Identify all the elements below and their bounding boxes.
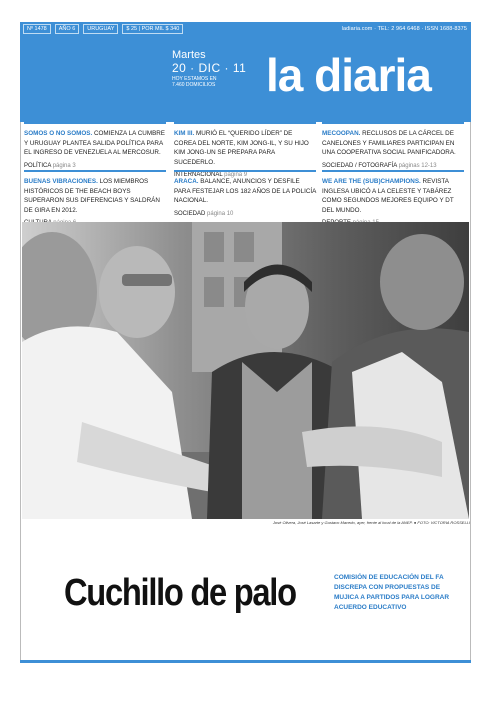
teaser-text: RECLUSOS DE LA CÁRCEL DE CANELONES Y FAMILIARES PARTICIPAN EN UNA COOPERATIVA SOCIAL PANIFICADORA.	[322, 130, 456, 156]
newspaper-logo[interactable]: la diaria	[266, 49, 431, 101]
headline-deck: COMISIÓN DE EDUCACIÓN DEL FA DISCREPA CON PROPUESTAS DE MUJICA A PARTIDOS PARA LOGRAR ACUERDO EDUCATIVO	[334, 574, 450, 611]
price: $ 25 | POR MIL $ 340	[122, 24, 183, 34]
teaser-text: COMIENZA LA CUMBRE Y URUGUAY PLANTEA SALIDA POLÍTICA PARA EL INGRESO DE VENEZUELA AL MERCOSUR.	[24, 130, 166, 156]
photo-caption: José Olivera, José Lasarte y Gustavo Macedo, ayer, frente al local de la ANEP. ● FOTO: VICTORIA ROSSELLI	[272, 520, 470, 525]
country: URUGUAY	[83, 24, 118, 34]
circulation-line-2: 7.460 DOMICILIOS	[172, 82, 216, 88]
date-value: 20 · DIC · 11	[172, 61, 247, 75]
teaser-kicker: BUENAS VIBRACIONES.	[24, 178, 98, 185]
teaser-text: REVISTA INGLESA UBICÓ A LA CELESTE Y TABÁREZ COMO SEGUNDOS MEJORES EQUIPO Y DT DEL MUNDO.	[322, 178, 454, 214]
teaser-kicker: MECOOPAN.	[322, 130, 361, 137]
teaser-section: SOCIEDAD	[174, 210, 206, 217]
teaser-kicker: WE ARE THE (SUB)CHAMPIONS.	[322, 178, 421, 185]
teaser-text: MURIÓ EL “QUERIDO LÍDER” DE COREA DEL NORTE, KIM JONG-IL, Y SU HIJO KIM JONG-UN SE PREPARA PARA SUCEDERLO.	[174, 130, 309, 166]
teaser-grid	[20, 122, 471, 230]
teaser-1[interactable]	[24, 122, 166, 171]
teaser-rule	[174, 170, 316, 172]
date-day: Martes	[172, 49, 206, 61]
teaser-page: página 10	[207, 210, 234, 217]
teaser-text: BALANCE, ANUNCIOS Y DESFILE PARA FESTEJAR LOS 182 AÑOS DE LA POLICÍA NACIONAL.	[174, 178, 316, 204]
teaser-page: páginas 12-13	[398, 162, 437, 169]
teaser-6[interactable]	[322, 170, 464, 229]
teaser-rule	[322, 170, 464, 172]
teaser-rule	[322, 122, 464, 124]
main-headline[interactable]: Cuchillo de palo	[64, 572, 296, 614]
lead-photo[interactable]	[22, 222, 469, 519]
teaser-page: página 3	[52, 162, 76, 169]
top-info-strip	[20, 22, 471, 36]
edition-info	[20, 24, 183, 34]
masthead	[20, 36, 471, 122]
lead-photo-illustration	[22, 222, 469, 519]
teaser-kicker: KIM III.	[174, 130, 195, 137]
teaser-rule	[24, 170, 166, 172]
teaser-text: LOS MIEMBROS HISTÓRICOS DE THE BEACH BOYS SUPERARON SUS DIFERENCIAS Y SALDRÁN DE GIRA EN 2012.	[24, 178, 160, 214]
teaser-kicker: ARACA.	[174, 178, 199, 185]
teaser-section: POLÍTICA	[24, 162, 52, 169]
teaser-3[interactable]	[322, 122, 464, 171]
issue-number: Nº 1478	[23, 24, 51, 34]
front-page	[20, 22, 471, 665]
contact-info: ladiaria.com · TEL: 2 964 6468 · ISSN 1688-8375	[341, 26, 467, 32]
year-number: AÑO 6	[55, 24, 80, 34]
teaser-page: página 9	[224, 172, 248, 178]
teaser-rule	[24, 122, 166, 124]
circulation-line-1: HOY ESTAMOS EN	[172, 76, 217, 82]
circulation-note	[172, 76, 246, 88]
teaser-4[interactable]	[24, 170, 166, 229]
teaser-5[interactable]	[174, 170, 316, 219]
teaser-kicker: SOMOS O NO SOMOS.	[24, 130, 93, 137]
teaser-section: INTERNACIONAL	[174, 172, 223, 178]
teaser-section: SOCIEDAD / FOTOGRAFÍA	[322, 162, 397, 169]
date-block	[172, 50, 246, 88]
teaser-rule	[174, 122, 316, 124]
bottom-rule	[20, 660, 471, 663]
